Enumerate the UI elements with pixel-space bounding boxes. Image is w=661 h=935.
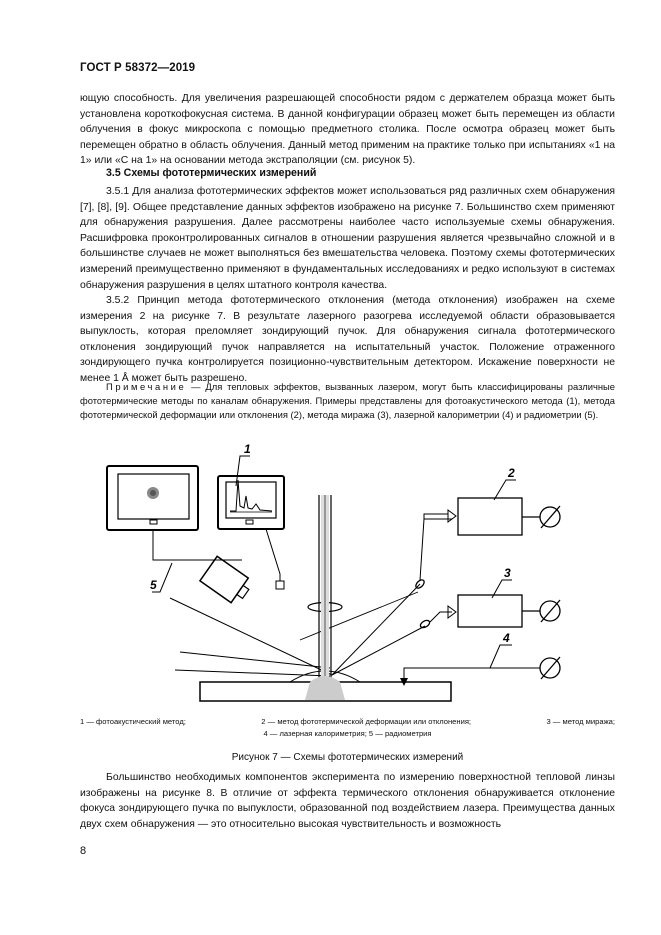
callout-4: 4 bbox=[503, 631, 510, 645]
cable-left bbox=[153, 530, 242, 560]
legend-item-2: 2 — метод фототермической деформации или отклонения; bbox=[261, 717, 472, 726]
detector-2 bbox=[458, 498, 522, 535]
section-heading: 3.5 Схемы фототермических измерений bbox=[106, 167, 317, 179]
callout-1: 1 bbox=[244, 442, 251, 456]
path-detector-2 bbox=[420, 519, 452, 580]
paragraph-3-5-2: 3.5.2 Принцип метода фототермического отклонения (метода отклонения) изображен на схеме измерения 2 на рисунке 7. В результате лазерного разогрева исследуемой области образовывается выпуклость, которая преломляет зондирующий пучок. Для обнаружения сигнала фототермического отклонения зондирующий пучок направляется на испытательный участок. Положение отраженного зондирующего пучка контролируется позиционно-чувствительным детектором. Искажение поверхности не менее 1 Å может быть разрешено. bbox=[80, 295, 615, 384]
legend-items-4-5: 4 — лазерная калориметрия; 5 — радиометрия bbox=[263, 729, 432, 738]
callout-2: 2 bbox=[508, 466, 515, 480]
paragraph-continuation: ющую способность. Для увеличения разрешающей способности рядом с держателем образца может быть установлена короткофокусная система. В данной конфигурации образец может быть перемещен из области облучения в фокус микроскопа с помощью предметного столика. После осмотра образец может быть перемещен обратно в область облучения. Данный метод применим на практике только при испытаниях «1 на 1» или «С на 1» на основании метода экстраполяции (см. рисунок 5). bbox=[80, 93, 615, 167]
monitor-right-screen bbox=[226, 482, 276, 518]
paragraph-bottom: Большинство необходимых компонентов эксперимента по измерению поверхностной тепловой линзы изображены на рисунке 8. В отличие от эффекта термического отклонения обнаруживается отклонение фокуса зондирующего пучка по выпуклости, образованной под воздействием лазера. Преимущества данных двух схем обнаружения — это относительно высокая чувствительность и возможность bbox=[80, 772, 615, 830]
callout-3: 3 bbox=[504, 566, 511, 580]
figure-caption: Рисунок 7 — Схемы фототермических измерений bbox=[231, 752, 464, 763]
cable-right bbox=[266, 529, 280, 581]
monitor-right bbox=[218, 476, 284, 529]
callout-2-leader bbox=[494, 480, 516, 500]
calorimetry-line bbox=[404, 668, 540, 682]
document-header: ГОСТ Р 58372—2019 bbox=[80, 62, 196, 74]
mirage-probe-beam bbox=[180, 652, 330, 668]
note-text: — Для тепловых эффектов, вызванных лазером, могут быть классифицированы различные фототермические методы по каналам обнаружения. Примеры представлены для фотоакустического метода (1), метода фототермической деформации или отклонения (2), метода миража (3), лазерной калориметрии (4) и радиометрии (5). bbox=[80, 381, 615, 420]
note-label: Примечание bbox=[106, 381, 187, 392]
microphone-sensor bbox=[276, 581, 284, 589]
monitor-right-stand bbox=[246, 520, 253, 524]
paragraph-3-5-1: 3.5.1 Для анализа фототермических эффектов может использоваться ряд различных схем обнаружения [7], [8], [9]. Общее представление данных эффектов изображено на рисунке 7. Большинство схем применяют для обнаружения разрушения. Далее рассмотрены наиболее часто используемые схемы обнаружения. Расшифровка проконтролированных сигналов в отношении разрушения является чрезвычайно сложной и в большинстве случаев не может выполняться без вмешательства человека. Поэтому схемы фототермических измерений преимущественно применяют в фундаментальных исследованиях и редко используют в системах обнаружения разрушения в целях штатного контроля качества. bbox=[80, 186, 615, 291]
legend-item-3: 3 — метод миража; bbox=[546, 717, 615, 726]
monitor-left-stand bbox=[150, 520, 157, 524]
figure-legend bbox=[80, 716, 615, 740]
detector-3 bbox=[458, 595, 522, 627]
callout-5: 5 bbox=[150, 578, 157, 592]
legend-item-1: 1 — фотоакустический метод; bbox=[80, 717, 186, 726]
radiometer-camera bbox=[200, 556, 254, 606]
callout-4-leader bbox=[490, 645, 512, 668]
page-number: 8 bbox=[80, 845, 87, 857]
